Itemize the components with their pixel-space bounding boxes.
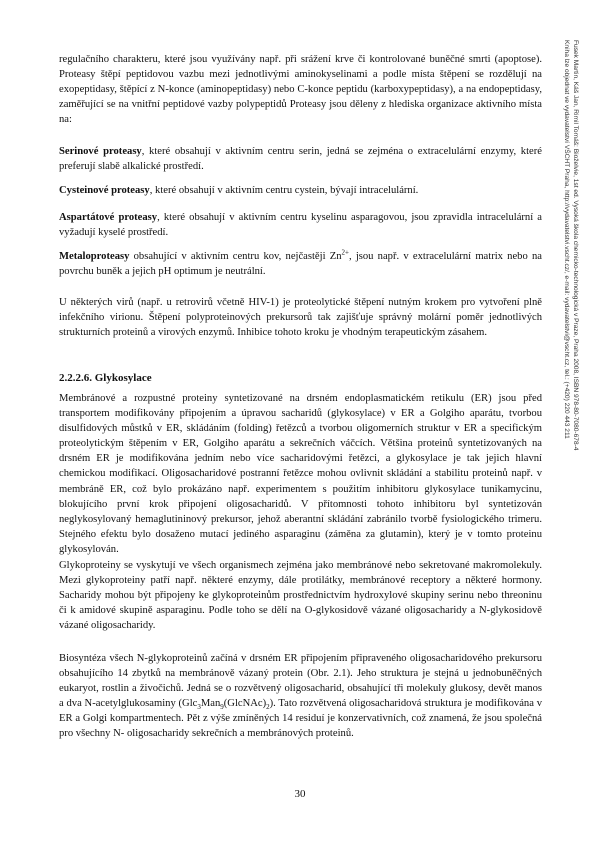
term-serine-proteases: Serinové proteasy <box>59 146 142 157</box>
paragraph-proteases-intro: regulačního charakteru, které jsou využívány např. při srážení krve či kontrolované buněčné smrti (apoptose). Proteasy štěpí peptidovou vazbu mezi jednotlivými aminokyselinami a podle místa štěpení se rozdělují na exopeptidasy, štěpící z N-konce (aminopeptidasy) nebo C-konce peptidu (karboxypeptidasy), a na endopeptidasy, zaměřující se na vnitřní peptidové vazby polypeptidů Proteasy jsou děleny z hlediska organizace aktivního místa na: <box>59 54 542 126</box>
paragraph-cysteine-proteases <box>59 183 542 198</box>
side-note-line-1: Fusek Martin, Káš Jan, Rimil Tomáš: Bioželvie, 1st ed. Vysoká škola chemicko-technologická v Praze, Praha 2008, ISBN 978-80-7080-678-4 <box>572 40 579 451</box>
paragraph-glycosylation-3 <box>59 651 542 742</box>
paragraph-metalloproteases <box>59 249 542 279</box>
paragraph-serine-proteases <box>59 144 542 174</box>
paragraph-glycosylation-1: Membránové a rozpustné proteiny syntetizované na drsném endoplasmatickém retikulu (ER) jsou před transportem modifikovány připojením a úpravou sacharidů (glykosylace) v ER a Golgiho aparátu, tvorbou disulfidových můstků v ER, skládáním (folding) řetězců a tvorbou oligomerních struktur v ER a specifickým proteolytickým štěpením v ER, Golgiho aparátu a sekrečních váčcích. Většina proteinů syntetizovaných na drsném ER je modifikována jedním nebo více sacharidovými řetězci, a glykosylace je tak jejich hlavní chemickou modifikací. Oligosacharidové postranní řetězce mohou ovlivnit skládání a stabilitu proteinů např. v membráně ER, což bylo prokázáno např. experimentem s použitím inhibitoru glykosylace tunikamycinu, blokujícího první krok připojení oligosacharidů. V přítomnosti tohoto inhibitoru byl syntetizován neglykosylovaný hemaglutininový prekursor, jehož aberantní skládání zabránilo tvorbě fysiologického trimeru. Stejného efektu bylo dosaženo mutací jediného asparaginu (záměna za glutamin), který je v tomto proteinu glykosylován. <box>59 393 542 555</box>
term-aspartate-proteases: Aspartátové proteasy <box>59 212 158 223</box>
text-glycosylation-3c: (GlcNAc) <box>223 698 267 710</box>
side-citation-note <box>563 40 579 620</box>
term-cysteine-proteases: Cysteinové proteasy <box>59 185 150 196</box>
subscript-man: 9 <box>220 703 224 712</box>
section-heading-glycosylation: 2.2.2.6. Glykosylace <box>59 372 152 384</box>
text-aspartate-proteases: , které obsahují v aktivním centru kyselinu asparagovou, jsou zpravidla intracelulární a vyžadují kyselé prostředí. <box>59 212 543 239</box>
text-glycosylation-3a: Biosyntéza všech N-glykoproteinů začíná v drsném ER připojením připraveného oligosacharidového prekursoru obsahujícího 14 zbytků na membránově vázaný protein (Obr. 2.1). Jeho struktura je stejná u jednobuněčných eukaryot, rostlin a živočichů. Jedná se o rozvětvený oligosacharid, obsahující tři molekuly glukosy, devět manos a dva N-acetylglukosaminy (Glc <box>59 653 542 710</box>
text-metalloproteases-a: obsahující v aktivním centru kov, nejčastěji Zn <box>129 251 342 262</box>
text-glycosylation-3d: ). Tato rozvětvená oligosacharidová struktura je modifikována v ER a Golgi kompartmentech. Pět z výše zmíněných 14 residuí je konzervativních, což znamená, že jsou společná pro všechny N- oligosacharidy sekrečních a membránových proteinů. <box>59 698 542 740</box>
side-note-line-2: Kniha lze objednat ve vydavatelství VŠCHT Praha, http://vydavatelstvi.vscht.cz/, e-mail: vydavatelstvi@vscht.cz, tel.: (+420) 220 443 211 <box>563 40 570 439</box>
text-glycosylation-3b: Man <box>200 698 221 710</box>
subscript-glc: 3 <box>197 703 201 712</box>
page-number: 30 <box>294 788 306 800</box>
paragraph-aspartate-proteases <box>59 210 542 240</box>
term-metalloproteases: Metaloproteasy <box>59 251 130 262</box>
subscript-glcnac: 2 <box>266 703 270 712</box>
text-metalloproteases-b: , jsou např. v extracelulární matrix nebo na povrchu buněk a jejich pH optimum je neutrální. <box>59 251 542 278</box>
paragraph-viral-proteolysis: U některých virů (např. u retrovirů včetně HIV-1) je proteolytické štěpení nutným krokem pro vytvoření plně infekčního virionu. Štěpení polyproteinových prekursorů tak zajišťuje správný molární poměr jednotlivých strukturních proteinů a virových enzymů. Inhibice tohoto kroku je vhodným terapeutickým zásahem. <box>59 297 542 339</box>
paragraph-glycosylation-2: Glykoproteiny se vyskytují ve všech organismech zejména jako membránové nebo sekretované makromolekuly. Mezi glykoproteiny patří např. některé enzymy, dále protilátky, membránové receptory a některé hormony. Sacharidy mohou být připojeny ke glykoproteinům prostřednictvím hydroxylové skupiny serinu nebo threoninu či k amidové skupině asparaginu. Podle toho se dělí na O-glykosidově vázané oligosacharidy a N-glykosidově vázané oligosacharidy. <box>59 560 542 632</box>
superscript-zinc-charge: 2+ <box>341 248 349 257</box>
text-serine-proteases: , které obsahují v aktivním centru serin, jedná se zejména o extracelulární enzymy, které preferují slabě alkalické prostředí. <box>59 146 542 173</box>
text-cysteine-proteases: , které obsahují v aktivním centru cystein, bývají intracelulární. <box>149 185 419 196</box>
